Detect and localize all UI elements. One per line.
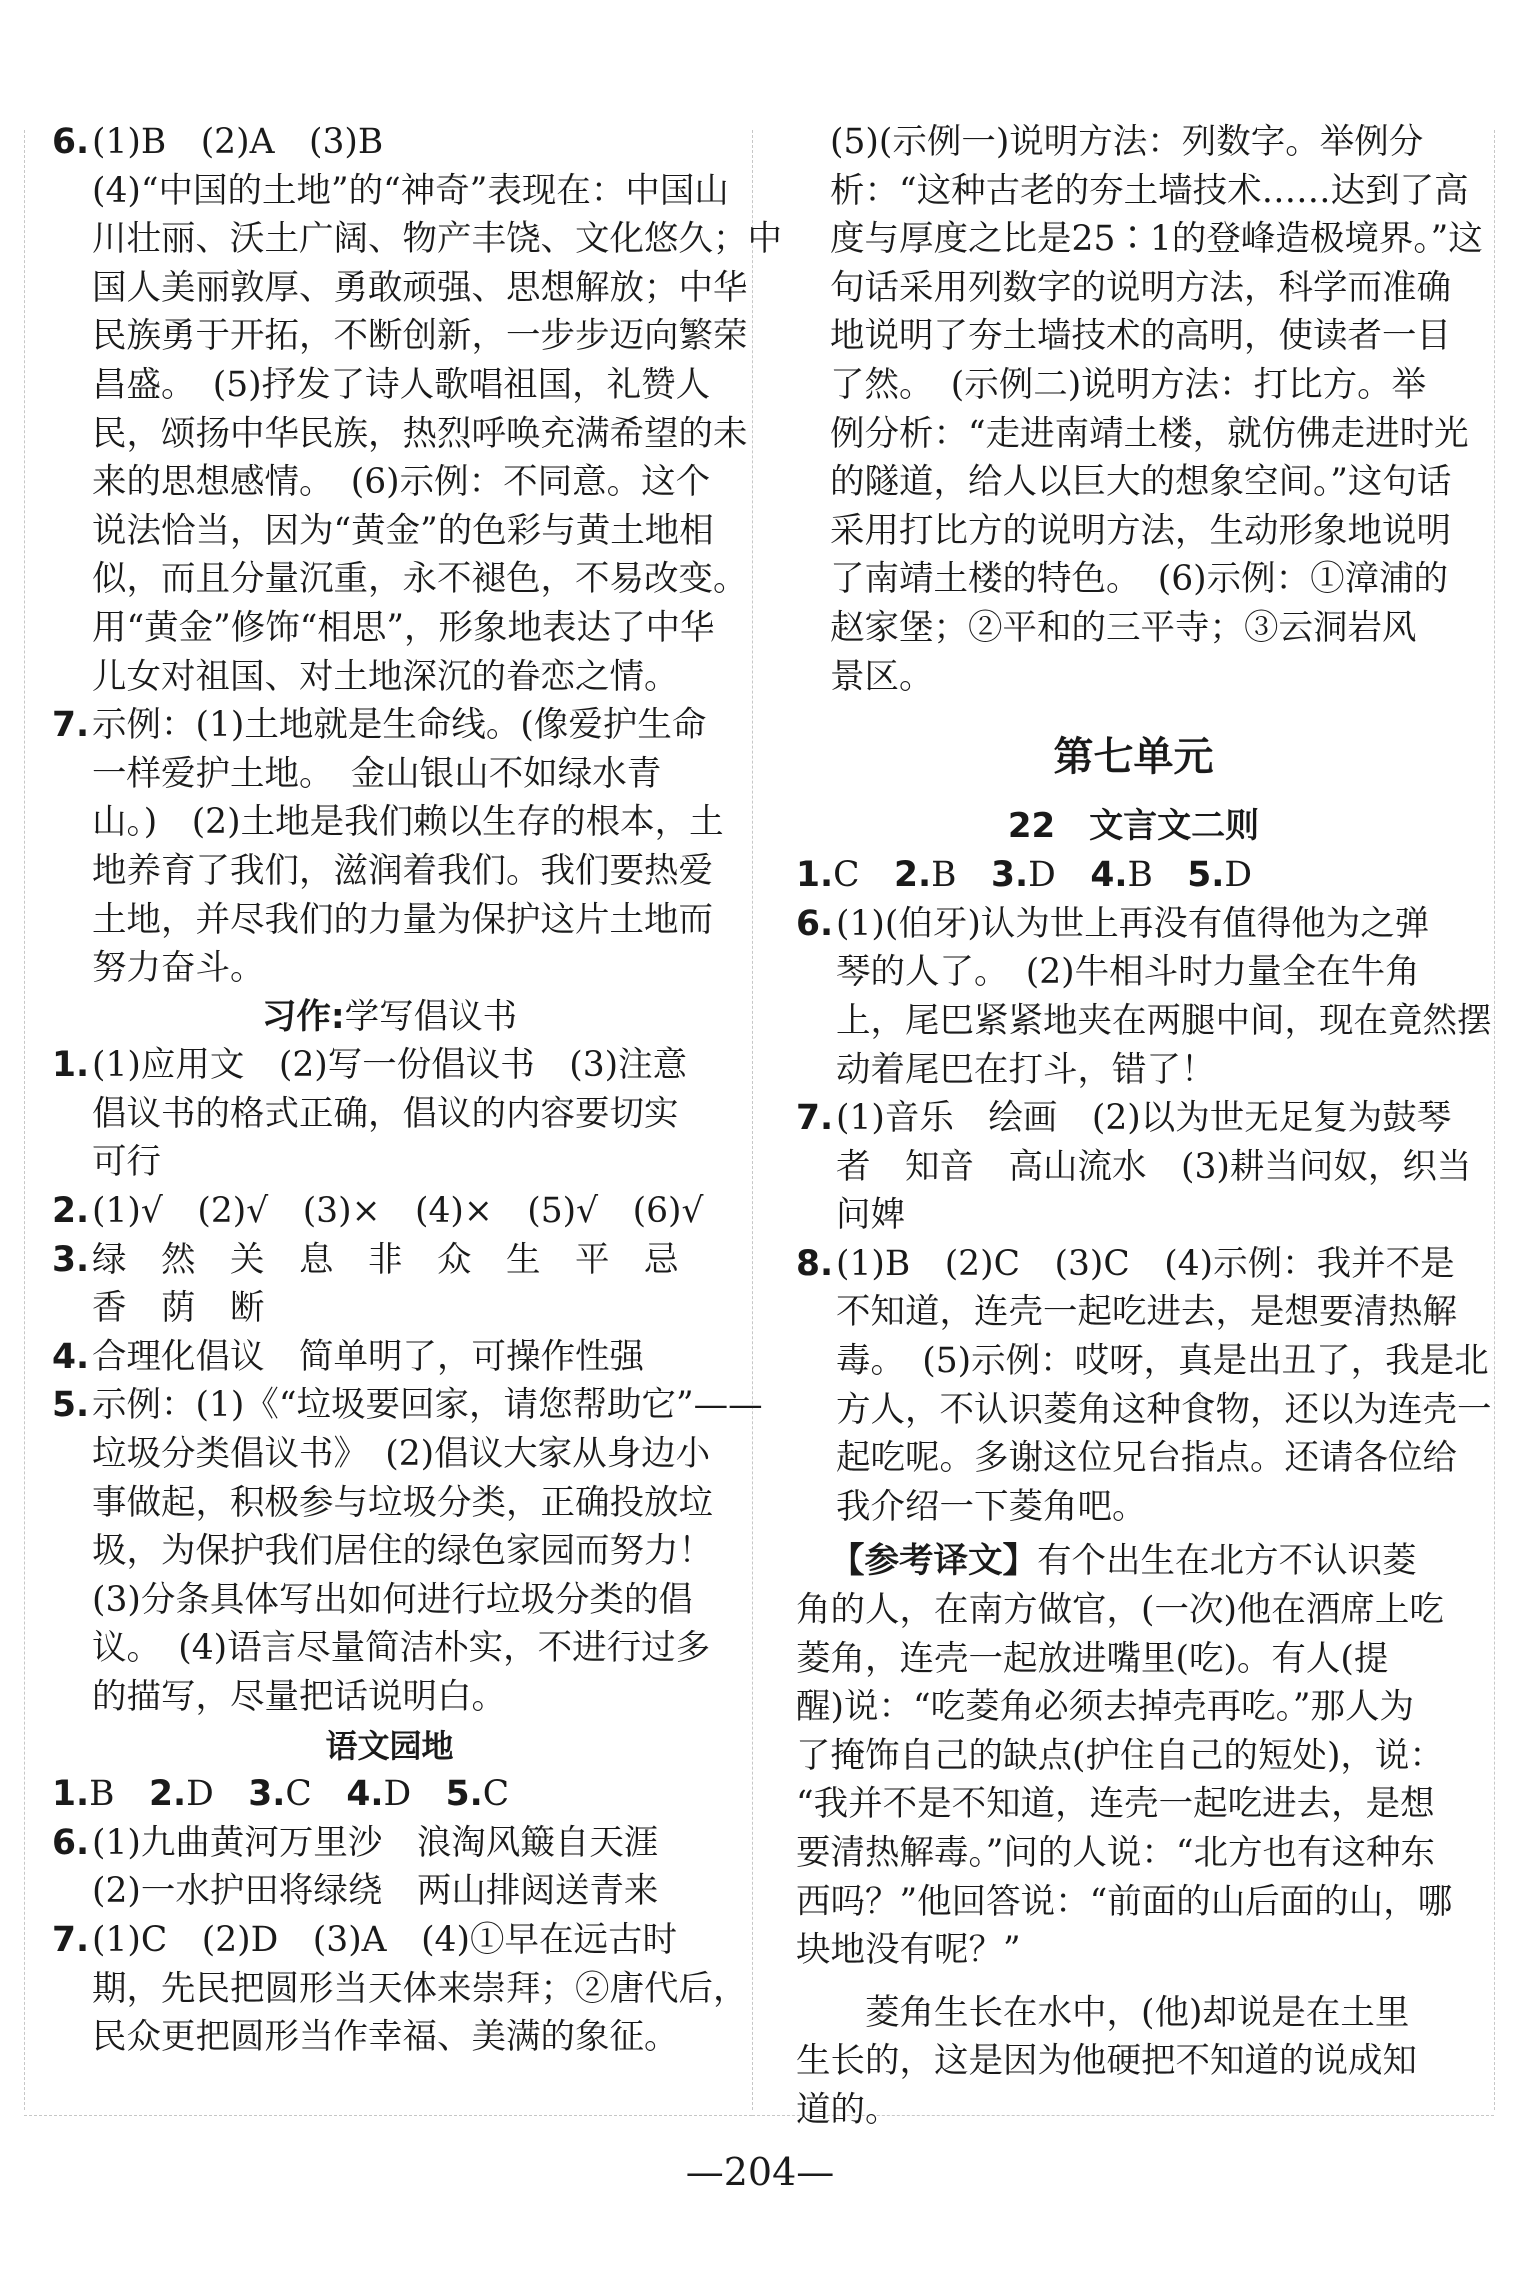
item-number: 1. [52,1045,90,1086]
closing-paragraph [796,1989,1471,2135]
text-line: 度与厚度之比是25∶1的登峰造极境界。”这 [830,219,1483,260]
text-line: 昌盛。 (5)抒发了诗人歌唱祖国，礼赞人 [92,364,711,405]
text-line: (2)一水护田将绿绕 两山排闼送青来 [92,1871,659,1912]
text-line: 土地，并尽我们的力量为保护这片土地而 [92,899,713,940]
item-text [836,1240,1492,1532]
mcq-number: 2. [894,855,932,896]
lesson-item-6 [796,900,1492,1094]
text-line: 民众更把圆形当作幸福、美满的象征。 [92,2017,679,2058]
item-text [92,118,782,701]
lesson-item-7 [796,1094,1471,1240]
translation-label: 【参考译文】 [830,1541,1037,1582]
text-line: 来的思想感情。 (6)示例：不同意。这个 [92,462,711,503]
text-line: (1)音乐 绘画 (2)以为世无足复为鼓琴 [836,1098,1452,1139]
translation-first-line [796,1537,1471,1586]
text-line: 析：“这种古老的夯土墙技术……达到了高 [830,170,1469,211]
text-line: 的描写，尽量把话说明白。 [92,1677,506,1717]
mcq-number: 5. [445,1774,483,1815]
text-line: 问婢 [836,1195,905,1236]
text-line: 用“黄金”修饰“相思”，形象地表达了中华 [92,607,715,648]
text-line: 川壮丽、沃土广阔、物产丰饶、文化悠久；中 [92,219,782,260]
text-line: 不知道，连壳一起吃进去，是想要清热解 [836,1292,1457,1333]
mcq-number: 2. [148,1774,187,1815]
text-line: 期，先民把圆形当天体来崇拜；②唐代后， [92,1968,748,2009]
mcq-number: 1. [52,1774,90,1815]
text-line: 了然。 (示例二)说明方法：打比方。举 [830,364,1427,405]
text-line: 议。 (4)语言尽量简洁朴实，不进行过多 [92,1628,711,1669]
text-line: 毒。 (5)示例：哎呀，真是出丑了，我是北 [836,1341,1489,1382]
xizuo-item-2 [52,1187,727,1236]
mcq-answers [52,1770,727,1819]
text-line: 山。) (2)土地是我们赖以生存的根本，土 [92,802,724,843]
item-text [836,1094,1471,1240]
text-line: 景区。 [830,656,934,697]
item-text [836,900,1492,1094]
xizuo-item-4 [52,1333,727,1382]
mcq-number: 4. [346,1774,384,1815]
mcq-number: 4. [1090,855,1128,896]
mcq-number: 3. [248,1774,286,1815]
text-segment: 有个出生在北方不认识菱 [1037,1541,1417,1582]
item-number: 7. [52,1919,90,1960]
column-divider [752,130,753,2110]
item-number: 7. [52,705,90,746]
answer-item-7 [52,701,727,993]
mcq-answer: B [1127,855,1153,896]
item-number: 8. [796,1243,834,1284]
text-line: 可行 [92,1142,161,1183]
yuwen-item-6 [52,1819,727,1916]
mcq-answer: D [1224,855,1253,896]
mcq-answer: B [931,855,957,896]
text-line: 菱角，连壳一起放进嘴里(吃)。有人(提 [796,1638,1389,1679]
reference-translation [796,1537,1471,1974]
mcq-answer: D [383,1774,412,1815]
text-line: 者 知音 高山流水 (3)耕当问奴，织当 [836,1146,1472,1187]
text-line: (5)(示例一)说明方法：列数字。举例分 [830,122,1424,162]
text-line: 国人美丽敦厚、勇敢顽强、思想解放；中华 [92,267,748,308]
text-line: (4)“中国的土地”的“神奇”表现在：中国山 [92,170,729,211]
text-line: 醒)说：“吃菱角必须去掉壳再吃。”那人为 [796,1687,1414,1728]
text-line: (3)分条具体写出如何进行垃圾分类的倡 [92,1579,693,1620]
mcq-number: 1. [796,855,834,896]
section-title-xizuo [52,993,727,1042]
section-title-yuwen: 语文园地 [325,1726,454,1765]
text-line: 菱角生长在水中，(他)却说是在土里 [796,1992,1410,2033]
column-border-right [1494,130,1495,2110]
mcq-number: 5. [1187,855,1225,896]
mcq-answer: C [482,1774,510,1815]
item-text [92,1916,748,2062]
text-line: (1)√ (2)√ (3)× (4)× (5)√ (6)√ [92,1191,704,1232]
mcq-answer: C [285,1774,312,1815]
item-text [92,1333,727,1382]
text-line: 似，而且分量沉重，永不褪色，不易改变。 [92,559,748,600]
mcq-answer: B [89,1774,115,1815]
text-line: 绿 然 关 息 非 众 生 平 忌 [92,1239,679,1280]
xizuo-item-5 [52,1381,763,1721]
item-number: 4. [52,1336,90,1377]
text-line: 垃圾分类倡议书》 (2)倡议大家从身边小 [92,1434,711,1475]
xizuo-item-1 [52,1041,727,1187]
text-line: 角的人，在南方做官，(一次)他在酒席上吃 [796,1590,1444,1631]
text-line: 示例：(1)《“垃圾要回家，请您帮助它”—— [92,1385,763,1426]
section-title-rest: 学写倡议书 [344,996,518,1037]
item-text [92,1381,763,1721]
text-line: 的隧道，给人以巨大的想象空间。”这句话 [830,462,1452,503]
yuwen-item-7 [52,1916,748,2062]
page-number: —204— [685,2150,835,2194]
left-column [52,118,782,2062]
item-text [92,1236,727,1333]
item-text [92,701,727,993]
text-line: 方人，不认识菱角这种食物，还以为连壳一 [836,1389,1492,1430]
lesson-item-8 [796,1240,1492,1532]
text-line: 西吗？”他回答说：“前面的山后面的山，哪 [796,1881,1453,1922]
right-column [796,118,1492,2135]
mcq-answers [796,851,1471,900]
item-number: 6. [796,903,834,944]
mcq-answer: D [1028,855,1056,896]
text-line: 地说明了夯土墙技术的高明，使读者一目 [830,316,1451,357]
item-number: 6. [52,1822,90,1863]
text-line: (1)B (2)A (3)B [92,122,384,162]
item-number: 7. [796,1098,834,1139]
item-text [92,1187,727,1236]
text-line: 了掩饰自己的缺点(护住自己的短处)，说： [796,1735,1444,1776]
text-line: 民族勇于开拓，不断创新，一步步迈向繁荣 [92,316,748,357]
mcq-answer: D [186,1774,214,1815]
lesson-title: 22 文言文二则 [1007,806,1260,847]
text-line: (1)B (2)C (3)C (4)示例：我并不是 [836,1243,1455,1284]
text-line: 动着尾巴在打斗，错了！ [836,1049,1216,1090]
text-line: 了南靖土楼的特色。 (6)示例：①漳浦的 [830,559,1449,600]
column-border-left [24,130,25,2110]
text-line: 生长的，这是因为他硬把不知道的说成知 [796,2041,1417,2082]
continued-answer [796,118,1483,701]
item-number: 3. [52,1239,90,1280]
text-line: 采用打比方的说明方法，生动形象地说明 [830,510,1451,551]
text-line: 圾，为保护我们居住的绿色家园而努力！ [92,1531,713,1572]
text-line: 起吃呢。多谢这位兄台指点。还请各位给 [836,1438,1457,1479]
section-title-bold: 习作: [261,996,345,1037]
mcq-number: 3. [991,855,1029,896]
text-line: 句话采用列数字的说明方法，科学而准确 [830,267,1451,308]
text-line: 努力奋斗。 [92,948,265,989]
text-line: 香 荫 断 [92,1288,265,1329]
text-line: 赵家堡；②平和的三平寺；③云洞岩风 [830,607,1417,648]
text-line: 地养育了我们，滋润着我们。我们要热爱 [92,850,713,891]
text-line: (1)应用文 (2)写一份倡议书 (3)注意 [92,1045,688,1086]
mcq-answer: C [833,855,860,896]
unit-title: 第七单元 [1053,734,1214,781]
text-line: “我并不是不知道，连壳一起吃进去，是想 [796,1784,1435,1825]
text-line: 说法恰当，因为“黄金”的色彩与黄土地相 [92,510,714,551]
xizuo-item-3 [52,1236,727,1333]
text-line: 块地没有呢？” [796,1930,1021,1971]
text-line: 倡议书的格式正确，倡议的内容要切实 [92,1093,679,1134]
text-line: 民，颂扬中华民族，热烈呼唤充满希望的未 [92,413,748,454]
text-line: 要清热解毒。”问的人说：“北方也有这种东 [796,1833,1436,1873]
text-line: 一样爱护土地。 金山银山不如绿水青 [92,753,662,794]
answer-item-6 [52,118,782,701]
bottom-rule-left [24,2115,752,2116]
text-line: 合理化倡议 简单明了，可操作性强 [92,1336,644,1377]
text-line: 事做起，积极参与垃圾分类，正确投放垃 [92,1482,713,1523]
text-line: (1)九曲黄河万里沙 浪淘风簸自天涯 [92,1822,659,1863]
text-line: (1)C (2)D (3)A (4)①早在远古时 [92,1919,677,1960]
text-line: (1)(伯牙)认为世上再没有值得他为之弹 [836,903,1430,944]
text-line: 道的。 [796,2089,900,2130]
text-line: 琴的人了。 (2)牛相斗时力量全在牛角 [836,952,1420,993]
item-number: 2. [52,1191,90,1232]
text-line: 儿女对祖国、对土地深沉的眷恋之情。 [92,656,679,697]
text-line: 我介绍一下菱角吧。 [836,1486,1147,1527]
item-number: 6. [52,122,90,162]
text-line: 例分析：“走进南靖土楼，就仿佛走进时光 [830,413,1469,454]
text-line: 示例：(1)土地就是生命线。(像爱护生命 [92,705,707,746]
item-number: 5. [52,1385,90,1426]
item-text [92,1819,727,1916]
item-text [92,1041,727,1187]
text-line: 上，尾巴紧紧地夹在两腿中间，现在竟然摆 [836,1000,1492,1041]
